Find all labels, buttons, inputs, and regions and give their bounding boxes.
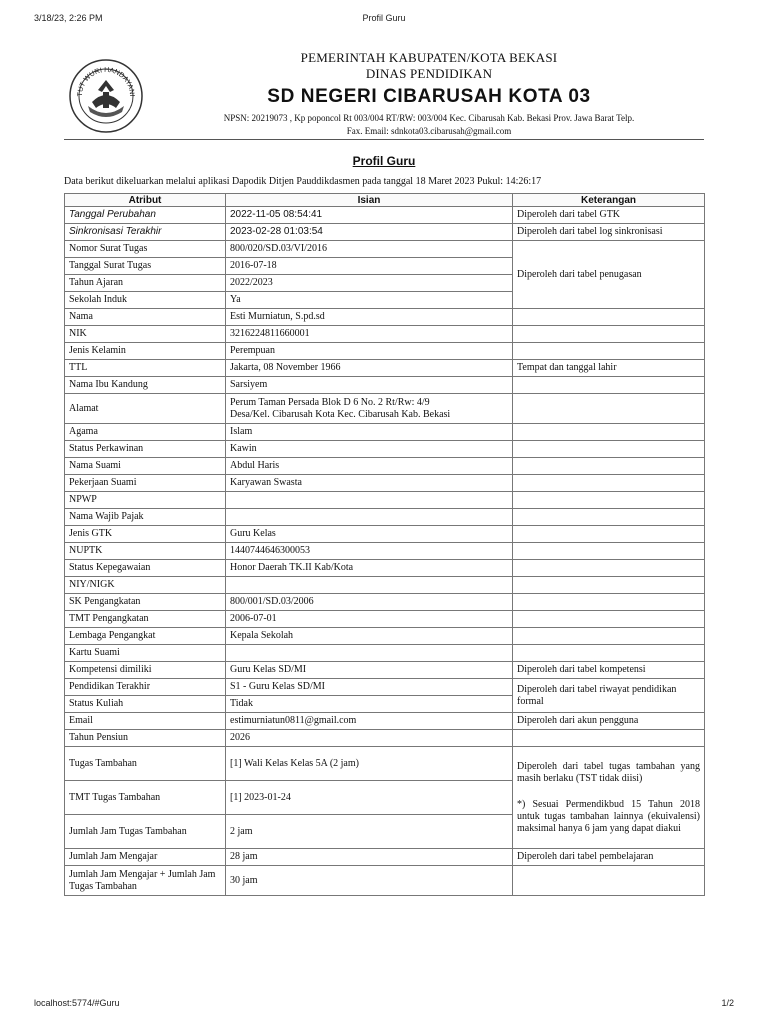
row-value [226,492,513,509]
row-note: Tempat dan tanggal lahir [513,360,705,377]
row-label: Alamat [65,394,226,424]
table-row [65,611,705,628]
table-row [65,560,705,577]
tut-wuri-handayani-icon [68,58,144,134]
row-label: Nama Suami [65,458,226,475]
row-value: Guru Kelas SD/MI [226,662,513,679]
row-value: 2023-02-28 01:03:54 [226,224,513,241]
table-row [65,628,705,645]
row-note: Diperoleh dari tabel pembelajaran [513,849,705,866]
row-note: Diperoleh dari tabel log sinkronisasi [513,224,705,241]
row-value [226,645,513,662]
row-note [513,309,705,326]
header-isian: Isian [226,194,513,207]
table-row [65,441,705,458]
row-value [226,509,513,526]
row-value: Abdul Haris [226,458,513,475]
header-atribut: Atribut [65,194,226,207]
row-label: Jenis Kelamin [65,343,226,360]
row-label: Status Kuliah [65,696,226,713]
row-label: Jumlah Jam Tugas Tambahan [65,815,226,849]
row-label: Jumlah Jam Mengajar + Jumlah Jam Tugas Tambahan [65,866,226,896]
table-row [65,509,705,526]
address-line-2: Desa/Kel. Cibarusah Kota Kec. Cibarusah Kab. Bekasi [230,408,451,420]
row-note [513,747,705,849]
row-label: Jumlah Jam Mengajar [65,849,226,866]
row-note [513,394,705,424]
table-row [65,492,705,509]
row-value: 2006-07-01 [226,611,513,628]
row-label: Status Perkawinan [65,441,226,458]
row-value: Ya [226,292,513,309]
note-permendikbud: *) Sesuai Permendikbud 15 Tahun 2018 untuk tugas tambahan lainnya (ekuivalensi) maksimal hanya 6 jam yang dapat diakui [517,798,700,834]
row-note [513,509,705,526]
row-value: Jakarta, 08 November 1966 [226,360,513,377]
row-label: NPWP [65,492,226,509]
row-value: Kawin [226,441,513,458]
note-tugas-tambahan: Diperoleh dari tabel tugas tambahan yang masih berlaku (TST tidak diisi) [517,760,700,784]
row-label: Kompetensi dimiliki [65,662,226,679]
table-row [65,394,705,424]
table-row [65,326,705,343]
row-label: Nama Ibu Kandung [65,377,226,394]
table-row [65,866,705,896]
row-value: 28 jam [226,849,513,866]
row-note [513,560,705,577]
row-value: S1 - Guru Kelas SD/MI [226,679,513,696]
table-row [65,207,705,224]
row-note [513,866,705,896]
row-label: SK Pengangkatan [65,594,226,611]
row-label: TMT Tugas Tambahan [65,781,226,815]
row-value: Islam [226,424,513,441]
row-note [513,326,705,343]
row-note [513,424,705,441]
table-row [65,594,705,611]
row-note: Diperoleh dari tabel riwayat pendidikan formal [513,679,705,713]
row-value: 3216224811660001 [226,326,513,343]
table-row [65,577,705,594]
row-value: 800/001/SD.03/2006 [226,594,513,611]
row-value: 2 jam [226,815,513,849]
table-row [65,458,705,475]
government-name: PEMERINTAH KABUPATEN/KOTA BEKASI [300,50,558,65]
row-label: Jenis GTK [65,526,226,543]
row-label: NUPTK [65,543,226,560]
row-value: Guru Kelas [226,526,513,543]
row-note [513,577,705,594]
row-note [513,611,705,628]
table-row [65,730,705,747]
row-note: Diperoleh dari tabel GTK [513,207,705,224]
table-row [65,360,705,377]
row-value: Tidak [226,696,513,713]
address-line-1: Perum Taman Persada Blok D 6 No. 2 Rt/Rw: 4/9 [230,396,430,408]
print-page-title: Profil Guru [362,13,406,23]
row-note [513,441,705,458]
table-row [65,747,705,781]
table-row [65,224,705,241]
row-label: Agama [65,424,226,441]
row-note [513,628,705,645]
header-keterangan: Keterangan [513,194,705,207]
row-value: [1] Wali Kelas Kelas 5A (2 jam) [226,747,513,781]
row-note [513,526,705,543]
table-row [65,241,705,258]
table-header-row [65,194,705,207]
table-row [65,424,705,441]
row-note [513,594,705,611]
row-note [513,343,705,360]
row-value [226,394,513,424]
row-label: Email [65,713,226,730]
row-note [513,543,705,560]
letterhead [64,50,704,136]
row-label: Lembaga Pengangkat [65,628,226,645]
table-row [65,679,705,696]
print-datetime: 3/18/23, 2:26 PM [34,13,103,23]
row-label: NIK [65,326,226,343]
row-label: Tanggal Surat Tugas [65,258,226,275]
table-row [65,543,705,560]
row-label: TMT Pengangkatan [65,611,226,628]
row-value: 2022-11-05 08:54:41 [226,207,513,224]
row-note [513,492,705,509]
row-value: Sarsiyem [226,377,513,394]
row-label: Status Kepegawaian [65,560,226,577]
table-row [65,475,705,492]
row-label: NIY/NIGK [65,577,226,594]
table-row [65,343,705,360]
row-label: Pendidikan Terakhir [65,679,226,696]
school-contact: Fax. Email: sdnkota03.cibarusah@gmail.com [346,126,512,136]
svg-text:TUT WURI HANDAYANI: TUT WURI HANDAYANI [76,66,136,97]
table-row [65,526,705,543]
department-name: DINAS PENDIDIKAN [365,66,493,81]
row-value: 30 jam [226,866,513,896]
row-value: Kepala Sekolah [226,628,513,645]
row-value: 2022/2023 [226,275,513,292]
intro-text: Data berikut dikeluarkan melalui aplikasi Dapodik Ditjen Pauddikdasmen pada tanggal 18 Maret 2023 Pukul: 14:26:17 [64,176,542,187]
row-note: Diperoleh dari tabel kompetensi [513,662,705,679]
table-row [65,849,705,866]
row-value: 1440744646300053 [226,543,513,560]
row-value: Perempuan [226,343,513,360]
profile-table [64,193,705,896]
print-url: localhost:5774/#Guru [34,998,120,1008]
school-address: NPSN: 20219073 , Kp poponcol Rt 003/004 RT/RW: 003/004 Kec. Cibarusah Kab. Bekasi Prov. Jawa Barat Telp. [223,113,635,123]
row-note [513,458,705,475]
row-note [513,377,705,394]
table-row [65,645,705,662]
row-label: Sinkronisasi Terakhir [65,224,226,241]
table-row [65,377,705,394]
row-note: Diperoleh dari tabel penugasan [513,241,705,309]
row-label: Nama Wajib Pajak [65,509,226,526]
row-label: Nomor Surat Tugas [65,241,226,258]
row-label: Pekerjaan Suami [65,475,226,492]
school-name: SD NEGERI CIBARUSAH KOTA 03 [267,86,591,107]
row-value: 2016-07-18 [226,258,513,275]
row-note [513,645,705,662]
letterhead-divider [64,139,704,140]
row-label: TTL [65,360,226,377]
row-label: Tanggal Perubahan [65,207,226,224]
row-label: Nama [65,309,226,326]
row-value: 2026 [226,730,513,747]
row-label: Tugas Tambahan [65,747,226,781]
row-value [226,577,513,594]
document-title: Profil Guru [352,154,416,168]
row-value: Karyawan Swasta [226,475,513,492]
table-row [65,713,705,730]
row-label: Tahun Ajaran [65,275,226,292]
row-value: estimurniatun0811@gmail.com [226,713,513,730]
page-number: 1/2 [721,998,734,1008]
table-row [65,309,705,326]
row-label: Kartu Suami [65,645,226,662]
row-note [513,475,705,492]
row-note [513,730,705,747]
row-note: Diperoleh dari akun pengguna [513,713,705,730]
row-label: Sekolah Induk [65,292,226,309]
row-value: Esti Murniatun, S.pd.sd [226,309,513,326]
row-value: Honor Daerah TK.II Kab/Kota [226,560,513,577]
table-row [65,662,705,679]
letterhead-text [154,50,704,138]
row-label: Tahun Pensiun [65,730,226,747]
row-value: [1] 2023-01-24 [226,781,513,815]
row-value: 800/020/SD.03/VI/2016 [226,241,513,258]
